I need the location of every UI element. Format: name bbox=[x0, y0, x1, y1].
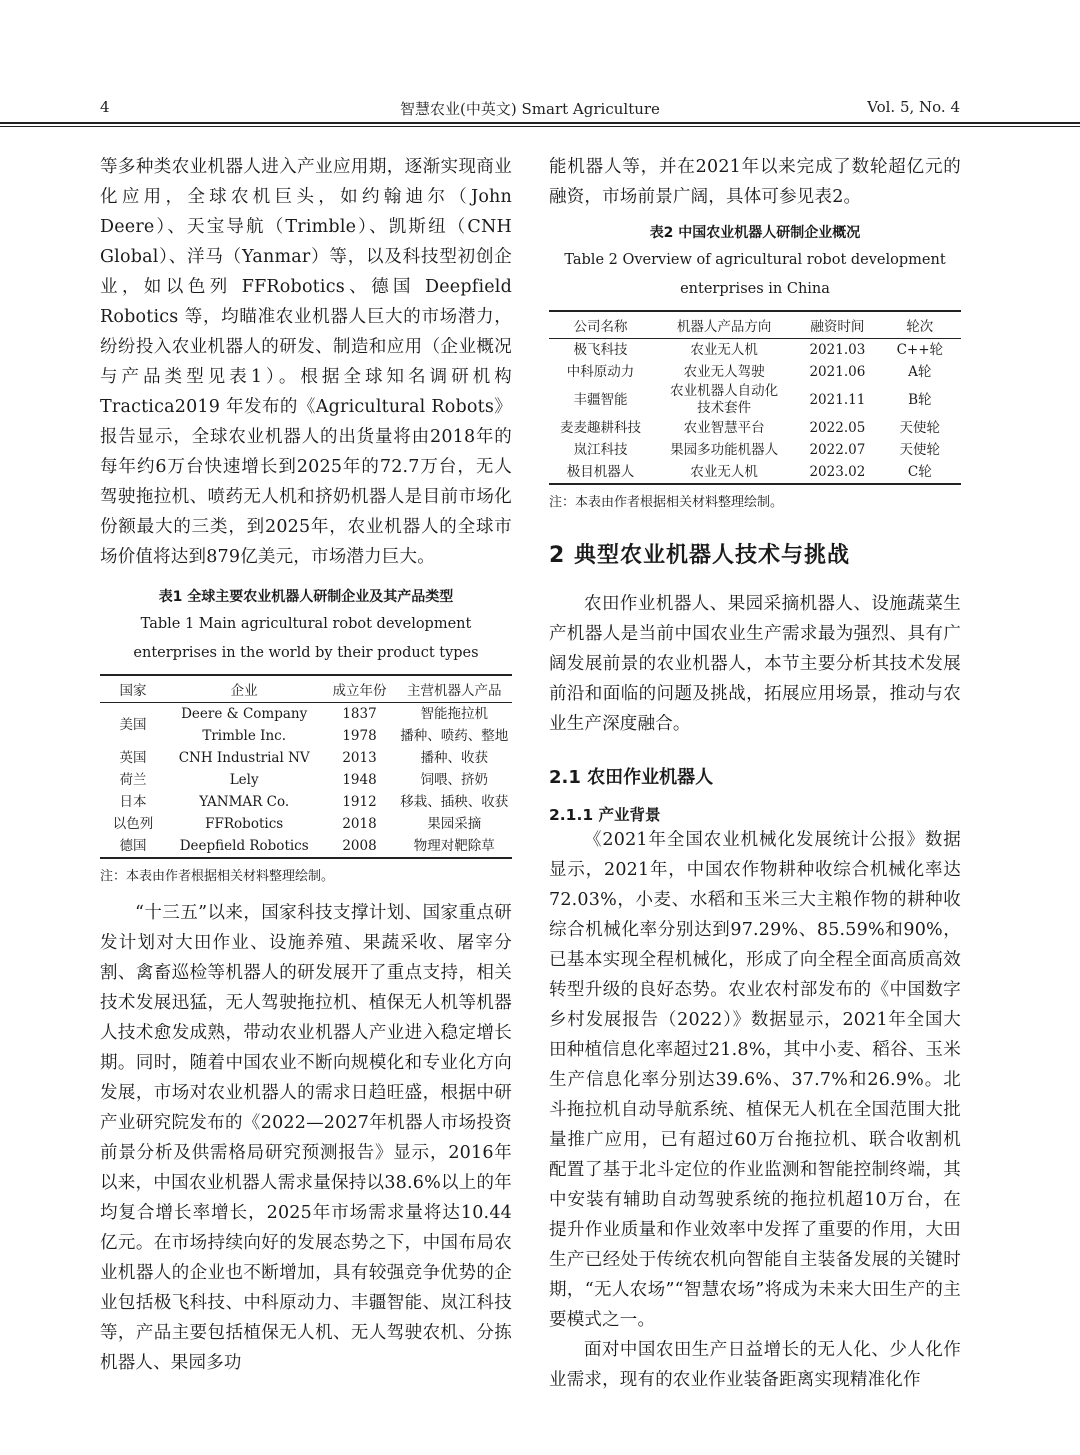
table1-company: YANMAR Co. bbox=[199, 794, 290, 810]
table2-header-round: 轮次 bbox=[906, 319, 934, 335]
table2-direction: 农业无人机 bbox=[690, 464, 758, 480]
table2-header-company: 公司名称 bbox=[573, 319, 628, 335]
journal-title: 智慧农业(中英文) Smart Agriculture bbox=[400, 100, 660, 118]
volume-issue: Vol. 5, No. 4 bbox=[867, 98, 960, 116]
table1-country: 英国 bbox=[119, 750, 147, 766]
table-row bbox=[549, 361, 961, 383]
table1-year: 2018 bbox=[342, 816, 377, 832]
table2-caption-zh: 表2 中国农业机器人研制企业概况 bbox=[649, 225, 861, 241]
table2-round: C++轮 bbox=[896, 342, 944, 358]
table2-direction: 农业机器人自动化技术套件 bbox=[670, 383, 779, 416]
table-row bbox=[549, 439, 961, 461]
table2-direction: 农业无人驾驶 bbox=[683, 364, 765, 380]
right-paragraph-2: 农田作业机器人、果园采摘机器人、设施蔬菜生产机器人是当前中国农业生产需求最为强烈、具有广阔发展前景的农业机器人，本节主要分析其技术发展前沿和面临的问题及挑战，拓展应用场景，推动与农业生产深度融合。 bbox=[549, 594, 961, 734]
table1-header-product: 主营机器人产品 bbox=[407, 683, 502, 699]
table-row bbox=[549, 383, 961, 417]
table1-country: 美国 bbox=[119, 717, 147, 733]
table1-header-row bbox=[100, 675, 512, 703]
table2-round: B轮 bbox=[908, 392, 932, 408]
header-rule-thin bbox=[0, 126, 1080, 127]
table2 bbox=[549, 310, 961, 485]
table2-company: 极飞科技 bbox=[573, 342, 628, 358]
section-2-1-1-heading: 2.1.1 产业背景 bbox=[549, 806, 661, 824]
header-rule-thick bbox=[0, 122, 1080, 124]
table-row bbox=[100, 835, 512, 858]
table2-round: C轮 bbox=[907, 464, 932, 480]
table2-direction: 农业无人机 bbox=[690, 342, 758, 358]
table2-caption-en: Table 2 Overview of agricultural robot development enterprises in China bbox=[564, 252, 946, 297]
table1-company: FFRobotics bbox=[205, 816, 284, 832]
table-row bbox=[549, 339, 961, 362]
running-header bbox=[100, 98, 960, 120]
table2-date: 2021.11 bbox=[809, 392, 866, 408]
right-paragraph-3: 《2021年全国农业机械化发展统计公报》数据显示，2021年，中国农作物耕种收综合机械化率达72.03%，小麦、水稻和玉米三大主粮作物的耕种收综合机械化率分别达到97.29%、85.59%和90%，已基本实现全程机械化，形成了向全程全面高质高效转型升级的良好态势。农业农村部发布的《中国数字乡村发展报告（2022）》数据显示，2021年全国大田种植信息化率超过21.8%，其中小麦、稻谷、玉米生产信息化率分别达39.6%、37.7%和26.9%。北斗拖拉机自动导航系统、植保无人机在全国范围大批量推广应用，已有超过60万台拖拉机、联合收割机配置了基于北斗定位的作业监测和智能控制终端，其中安装有辅助自动驾驶系统的拖拉机超10万台，在提升作业质量和作业效率中发挥了重要的作用，大田生产已经处于传统农机向智能自主装备发展的关键时期，“无人农场”“智慧农场”将成为未来大田生产的主要模式之一。 bbox=[549, 830, 961, 1330]
table1-product: 果园采摘 bbox=[427, 816, 482, 832]
table1-company: Lely bbox=[229, 772, 259, 788]
table1-header-year: 成立年份 bbox=[332, 683, 387, 699]
right-column bbox=[549, 152, 961, 1395]
table2-company: 极目机器人 bbox=[566, 464, 635, 480]
table1-year: 1837 bbox=[342, 706, 377, 722]
table-row bbox=[100, 769, 512, 791]
table1-product: 播种、收获 bbox=[420, 750, 489, 766]
table2-date: 2021.03 bbox=[809, 342, 866, 358]
table2-header-date: 融资时间 bbox=[810, 319, 865, 335]
table1-product: 饲喂、挤奶 bbox=[420, 772, 489, 788]
table1-country: 德国 bbox=[119, 838, 147, 854]
table2-date: 2023.02 bbox=[809, 464, 866, 480]
table1 bbox=[100, 674, 512, 859]
table1-company: Deepfield Robotics bbox=[179, 838, 309, 854]
table1-country: 以色列 bbox=[112, 816, 154, 832]
page-number: 4 bbox=[100, 98, 110, 116]
table1-product: 物理对靶除草 bbox=[413, 838, 495, 854]
table1-company: Deere & Company bbox=[181, 706, 308, 722]
table1-caption-zh: 表1 全球主要农业机器人研制企业及其产品类型 bbox=[158, 589, 454, 605]
table2-note: 注：本表由作者根据相关材料整理绘制。 bbox=[549, 495, 784, 510]
table-row bbox=[100, 703, 512, 726]
section-2-heading: 2 典型农业机器人技术与挑战 bbox=[549, 543, 850, 568]
table1-product: 智能拖拉机 bbox=[420, 706, 489, 722]
table1-year: 2013 bbox=[342, 750, 377, 766]
table2-header-direction: 机器人产品方向 bbox=[676, 319, 772, 335]
right-paragraph-1: 能机器人等，并在2021年以来完成了数轮超亿元的融资，市场前景广阔，具体可参见表2。 bbox=[549, 157, 961, 207]
table1-header-company: 企业 bbox=[230, 683, 258, 699]
table-row bbox=[100, 747, 512, 769]
table-row bbox=[549, 417, 961, 439]
table2-date: 2021.06 bbox=[809, 364, 866, 380]
table1-product: 移栽、插秧、收获 bbox=[400, 794, 509, 810]
table1-note: 注：本表由作者根据相关材料整理绘制。 bbox=[100, 869, 335, 884]
table1-year: 2008 bbox=[342, 838, 377, 854]
table1-product: 播种、喷药、整地 bbox=[400, 728, 509, 744]
table2-date: 2022.07 bbox=[809, 442, 866, 458]
table2-company: 丰疆智能 bbox=[573, 392, 628, 408]
left-paragraph-2: “十三五”以来，国家科技支撑计划、国家重点研发计划对大田作业、设施养殖、果蔬采收、屠宰分割、禽畜巡检等机器人的研发展开了重点支持，相关技术发展迅猛，无人驾驶拖拉机、植保无人机等机器人技术愈发成熟，带动农业机器人产业进入稳定增长期。同时，随着中国农业不断向规模化和专业化方向发展，市场对农业机器人的需求日趋旺盛，根据中研产业研究院发布的《2022—2027年机器人市场投资前景分析及供需格局研究预测报告》显示，2016年以来，中国农业机器人需求量保持以38.6%以上的年均复合增长率增长，2025年市场需求量将达10.44亿元。在市场持续向好的发展态势之下，中国布局农业机器人的企业也不断增加，具有较强竞争优势的企业包括极飞科技、中科原动力、丰疆智能、岚江科技等，产品主要包括植保无人机、无人驾驶农机、分拣机器人、果园多功 bbox=[100, 903, 512, 1373]
table2-direction: 果园多功能机器人 bbox=[670, 442, 779, 458]
table1-country: 日本 bbox=[119, 794, 147, 810]
table1-year: 1978 bbox=[342, 728, 377, 744]
table1-year: 1912 bbox=[342, 794, 377, 810]
table-row bbox=[100, 791, 512, 813]
table1-country: 荷兰 bbox=[119, 772, 147, 788]
section-2-1-heading: 2.1 农田作业机器人 bbox=[549, 767, 714, 788]
table2-date: 2022.05 bbox=[809, 420, 866, 436]
table1-company: CNH Industrial NV bbox=[178, 750, 310, 766]
table2-company: 中科原动力 bbox=[566, 364, 635, 380]
table-row bbox=[549, 461, 961, 484]
table2-company: 岚江科技 bbox=[573, 442, 628, 458]
table2-round: 天使轮 bbox=[899, 420, 941, 436]
table1-header-country: 国家 bbox=[119, 683, 147, 699]
left-column bbox=[100, 152, 512, 1378]
table1-year: 1948 bbox=[342, 772, 377, 788]
table1-company: Trimble Inc. bbox=[202, 728, 287, 744]
table2-header-row bbox=[549, 311, 961, 339]
table2-round: A轮 bbox=[908, 364, 932, 380]
table-row bbox=[100, 813, 512, 835]
left-paragraph-1: 等多种类农业机器人进入产业应用期，逐渐实现商业化应用，全球农机巨头，如约翰迪尔（John Deere）、天宝导航（Trimble）、凯斯纽（CNH Global）、洋马（Yanmar）等，以及科技型初创企业，如以色列 FFRobotics、德国 Deepfield Robotics 等，均瞄准农业机器人巨大的市场潜力，纷纷投入农业机器人的研发、制造和应用（企业概况与产品类型见表1）。根据全球知名调研机构 Tractica2019 年发布的《Agricultural Robots》报告显示，全球农业机器人的出货量将由2018年的每年约6万台快速增长到2025年的72.7万台，无人驾驶拖拉机、喷药无人机和挤奶机器人是目前市场化份额最大的三类，到2025年，农业机器人的全球市场价值将达到879亿美元，市场潜力巨大。 bbox=[100, 157, 512, 567]
table2-round: 天使轮 bbox=[899, 442, 941, 458]
table1-caption-en: Table 1 Main agricultural robot development enterprises in the world by their product types bbox=[133, 616, 479, 661]
table2-company: 麦麦趣耕科技 bbox=[560, 420, 641, 436]
right-paragraph-4: 面对中国农田生产日益增长的无人化、少人化作业需求，现有的农业作业装备距离实现精准化作 bbox=[549, 1340, 961, 1390]
table2-direction: 农业智慧平台 bbox=[683, 420, 765, 436]
